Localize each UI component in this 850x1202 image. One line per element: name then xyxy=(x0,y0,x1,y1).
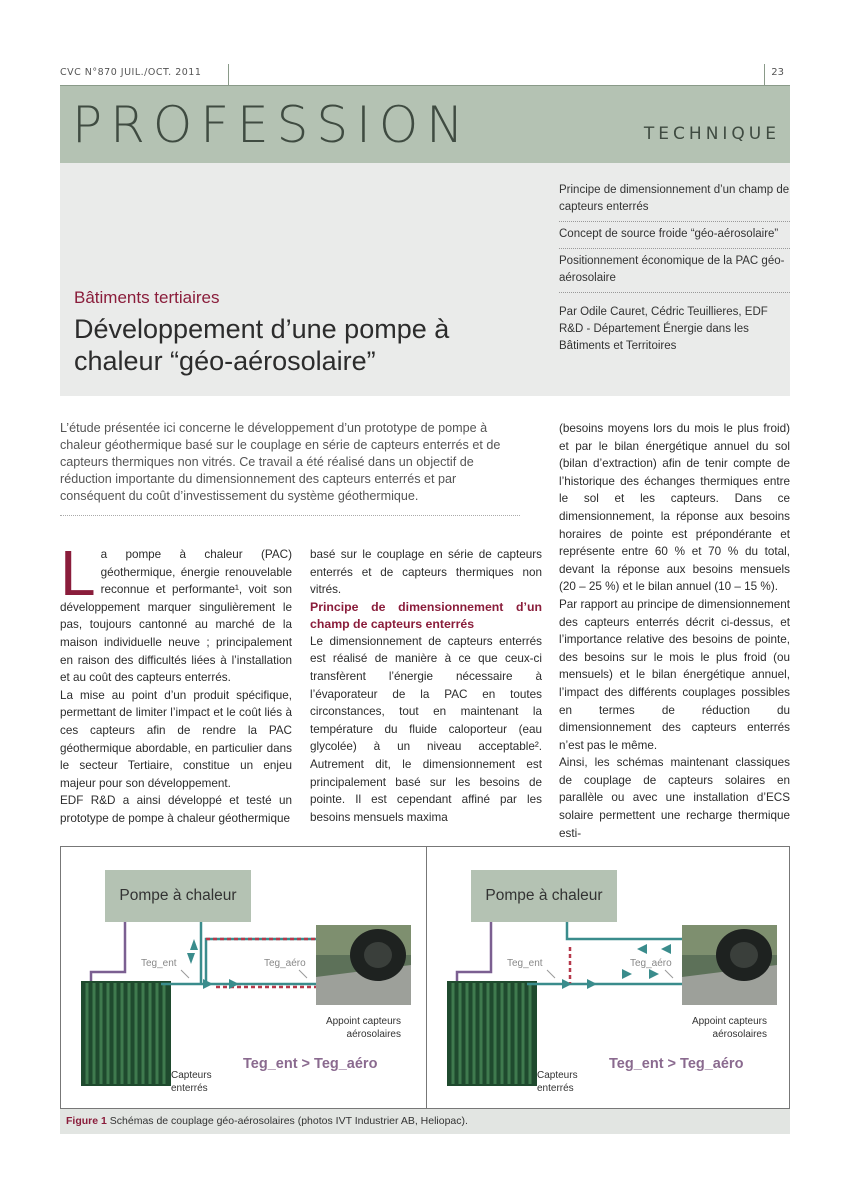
diagram-parallel-coupling xyxy=(427,847,792,1110)
subsection-title: TECHNIQUE xyxy=(643,124,780,144)
figure-caption xyxy=(60,1109,790,1134)
header-divider xyxy=(764,64,765,86)
diagram-serial-coupling xyxy=(61,847,426,1110)
body-paragraph: Ainsi, les schémas maintenant classiques de couplage de capteurs solaires en parallèle ou avec une installation d’ECS solaire permettent une recharge thermique esti- xyxy=(559,756,790,840)
body-paragraph: EDF R&D a ainsi développé et testé un prototype de pompe à chaleur géothermique xyxy=(60,794,292,825)
capteurs-label: Capteurs enterrés xyxy=(537,1070,578,1094)
summary-item: Positionnement économique de la PAC géo-aérosolaire xyxy=(559,249,790,293)
body-paragraph xyxy=(60,537,292,687)
temperature-inequality: Teg_ent > Teg_aéro xyxy=(243,1056,378,1072)
teg-aero-label: Teg_aéro xyxy=(630,958,672,969)
teg-ent-label: Teg_ent xyxy=(141,958,177,969)
body-text: a pompe à chaleur (PAC) géothermique, énergie renouvelable reconnue et performante¹, voit son développement marquer singulièrement le pas, toujours cantonné au marché de la maison individuelle neuve ; principalement en raison des difficultés liées à l’installation et au coût des capteurs enterrés. xyxy=(60,548,292,685)
body-paragraph: Par rapport au principe de dimensionnement des capteurs enterrés décrit ci-dessus, et l’importance relative des besoins de pointe, des besoins sur le mois le plus froid (ou mensuels) et le bilan énergétique annuel, l’impact des différents couplages possibles en termes de réduction du dimensionnement des capteurs enterrés n’est pas le même. xyxy=(559,597,790,752)
heat-pump-box: Pompe à chaleur xyxy=(105,870,251,922)
teg-aero-label: Teg_aéro xyxy=(264,958,306,969)
header-divider xyxy=(228,64,229,86)
summary-item: Principe de dimensionnement d’un champ de capteurs enterrés xyxy=(559,182,790,222)
section-subhead: Principe de dimensionnement d’un champ de capteurs enterrés xyxy=(310,599,542,631)
appoint-label: Appoint capteurs aérosolaires xyxy=(691,1016,767,1040)
authors: Par Odile Cauret, Cédric Teuillieres, EDF R&D - Département Énergie dans les Bâtiments et Territoires xyxy=(559,306,768,352)
article-category: Bâtiments tertiaires xyxy=(74,288,220,307)
dropcap: L xyxy=(60,537,96,609)
temperature-inequality: Teg_ent > Teg_aéro xyxy=(609,1056,744,1072)
appoint-label: Appoint capteurs aérosolaires xyxy=(325,1016,401,1040)
body-column-1 xyxy=(60,537,292,828)
body-column-3 xyxy=(559,420,790,842)
body-paragraph: Le dimensionnement de capteurs enterrés est réalisé de manière à ce que ceux-ci transfèrent l’énergie nécessaire à l’évaporateur de la PAC en toutes circonstances, tout en maintenant la température du fluide caloporteur (eau glycolée) à un niveau acceptable². Autrement dit, le dimensionnement est principalement basé sur les besoins de pointe. Il est cependant affiné par les besoins mensuels maxima xyxy=(310,634,542,824)
figure-coupling-diagrams xyxy=(60,846,790,1109)
summary-item: Concept de source froide “géo-aérosolaire” xyxy=(559,222,790,249)
figure-caption-label: Figure 1 xyxy=(66,1115,107,1127)
article-summary xyxy=(559,182,790,355)
issue-label: CVC N°870 JUIL./OCT. 2011 xyxy=(60,67,202,78)
figure-caption-text: Schémas de couplage géo-aérosolaires (photos IVT Industrier AB, Heliopac). xyxy=(109,1115,468,1127)
heat-pump-box: Pompe à chaleur xyxy=(471,870,617,922)
page-number: 23 xyxy=(771,67,784,78)
capteurs-label: Capteurs enterrés xyxy=(171,1070,212,1094)
body-column-2 xyxy=(310,546,542,826)
section-band xyxy=(60,86,790,163)
section-title: PROFESSION xyxy=(72,96,472,154)
article-title: Développement d’une pompe à chaleur “géo-aérosolaire” xyxy=(74,314,450,376)
body-paragraph: basé sur le couplage en série de capteurs enterrés et de capteurs thermiques non vitrés. xyxy=(310,548,542,597)
teg-ent-label: Teg_ent xyxy=(507,958,543,969)
running-header xyxy=(60,58,790,86)
body-paragraph: (besoins moyens lors du mois le plus froid) et par le bilan énergétique annuel du sol (bilan d’extraction) afin de tenir compte de l’historique des échanges thermiques entre le sol et les capteurs. Dans ce dimensionnement, la réponse aux besoins horaires de pointe est prépondérante et représente entre 60 % et 70 % du total, devant la réponse aux besoins mensuels (20 – 25 %) et le bilan annuel (10 – 15 %). xyxy=(559,422,790,594)
intro-paragraph: L’étude présentée ici concerne le développement d’un prototype de pompe à chaleur géothermique basé sur le couplage en série de capteurs enterrés et de capteurs thermiques non vitrés. Ce travail a été réalisé dans un objectif de réduction importante du dimensionnement des capteurs enterrés et par conséquent du coût d’investissement du système géothermique. xyxy=(60,420,520,516)
body-paragraph: La mise au point d’un produit spécifique, permettant de limiter l’impact et le coût liés à ces capteurs afin de rendre la PAC géothermique abordable, en particulier dans le secteur Tertiaire, constitue un enjeu majeur pour son développement. xyxy=(60,688,292,790)
